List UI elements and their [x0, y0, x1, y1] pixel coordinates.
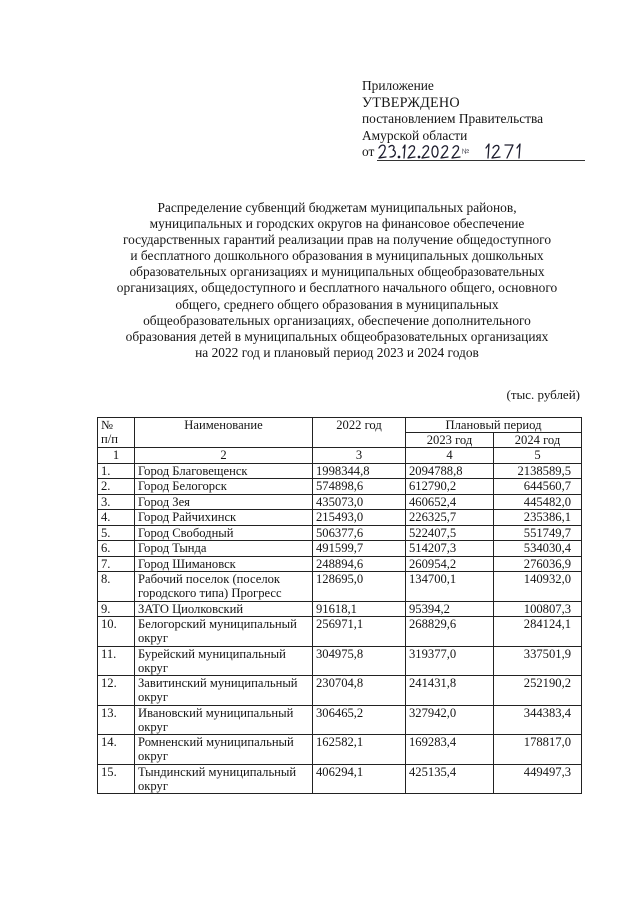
- column-number: 3: [313, 448, 406, 463]
- value-2024: 534030,4: [494, 541, 582, 557]
- value-2023: 425135,4: [406, 764, 494, 794]
- value-2024: 276036,9: [494, 556, 582, 572]
- value-2022: 435073,0: [313, 494, 406, 510]
- value-2024: 140932,0: [494, 572, 582, 602]
- value-2022: 230704,8: [313, 676, 406, 706]
- value-2022: 248894,6: [313, 556, 406, 572]
- table-row: [98, 541, 582, 557]
- header-number-line-2: п/п: [101, 432, 118, 447]
- value-2024: 449497,3: [494, 764, 582, 794]
- row-name: Город Райчихинск: [135, 510, 313, 526]
- header-number: [98, 418, 135, 448]
- value-2022: 406294,1: [313, 764, 406, 794]
- value-2023: 522407,5: [406, 525, 494, 541]
- handwritten-number-icon: [483, 140, 531, 162]
- row-name: Город Благовещенск: [135, 463, 313, 479]
- resolution-line-1: постановлением Правительства: [362, 111, 544, 126]
- row-number: 11.: [98, 646, 135, 676]
- table-row: [98, 601, 582, 617]
- table-row: [98, 646, 582, 676]
- row-number: 12.: [98, 676, 135, 706]
- title-line: муниципальных и городских округов на финансовое обеспечение: [149, 216, 525, 232]
- value-2022: 506377,6: [313, 525, 406, 541]
- handwritten-date-icon: [377, 140, 467, 162]
- value-2022: 91618,1: [313, 601, 406, 617]
- value-2022: 491599,7: [313, 541, 406, 557]
- value-2024: 284124,1: [494, 617, 582, 647]
- row-name: Тындинский муниципальный округ: [135, 764, 313, 794]
- table-row: [98, 479, 582, 495]
- header-year-2022: 2022 год: [313, 418, 406, 448]
- subventions-table: [97, 417, 582, 794]
- value-2024: 100807,3: [494, 601, 582, 617]
- title-line: Распределение субвенций бюджетам муниципальных районов,: [157, 200, 517, 215]
- value-2023: 327942,0: [406, 705, 494, 735]
- table-row: [98, 463, 582, 479]
- value-2023: 134700,1: [406, 572, 494, 602]
- row-name: Белогорский муниципальный округ: [135, 617, 313, 647]
- row-number: 15.: [98, 764, 135, 794]
- row-number: 8.: [98, 572, 135, 602]
- number-sign-icon: [462, 140, 480, 162]
- column-number: 1: [98, 448, 135, 463]
- value-2023: 2094788,8: [406, 463, 494, 479]
- title-line: образования детей в муниципальных общеобразовательных организациях: [125, 328, 549, 344]
- row-name: Бурейский муниципальный округ: [135, 646, 313, 676]
- table-row: [98, 556, 582, 572]
- title-line: и бесплатного дошкольного образования в муниципальных дошкольных: [130, 248, 544, 264]
- value-2024: 2138589,5: [494, 463, 582, 479]
- header-year-2023: 2023 год: [406, 433, 494, 448]
- value-2024: 235386,1: [494, 510, 582, 526]
- approved-label: УТВЕРЖДЕНО: [362, 94, 460, 111]
- row-number: 6.: [98, 541, 135, 557]
- table-body: [98, 463, 582, 794]
- value-2023: 268829,6: [406, 617, 494, 647]
- row-name: Город Белогорск: [135, 479, 313, 495]
- title-line: государственных гарантий реализации прав на получение общедоступного: [122, 232, 552, 248]
- table-row: [98, 572, 582, 602]
- row-name: ЗАТО Циолковский: [135, 601, 313, 617]
- row-name: Город Свободный: [135, 525, 313, 541]
- value-2024: 178817,0: [494, 735, 582, 765]
- value-2022: 128695,0: [313, 572, 406, 602]
- header-planned-period: Плановый период: [406, 418, 582, 433]
- value-2023: 612790,2: [406, 479, 494, 495]
- row-number: 10.: [98, 617, 135, 647]
- row-number: 13.: [98, 705, 135, 735]
- value-2022: 256971,1: [313, 617, 406, 647]
- table-row: [98, 525, 582, 541]
- value-2024: 644560,7: [494, 479, 582, 495]
- value-2024: 337501,9: [494, 646, 582, 676]
- row-name: Ивановский муниципальный округ: [135, 705, 313, 735]
- row-number: 3.: [98, 494, 135, 510]
- table-row: [98, 764, 582, 794]
- order-prefix: от: [362, 144, 375, 159]
- table-header-row: [98, 418, 582, 433]
- row-name: Город Шимановск: [135, 556, 313, 572]
- row-name: Рабочий поселок (поселок городского типа) Прогресс: [135, 572, 313, 602]
- value-2022: 215493,0: [313, 510, 406, 526]
- table-row: [98, 735, 582, 765]
- value-2023: 260954,2: [406, 556, 494, 572]
- header-number-line-1: №: [101, 418, 114, 432]
- value-2022: 162582,1: [313, 735, 406, 765]
- row-number: 7.: [98, 556, 135, 572]
- row-name: Город Зея: [135, 494, 313, 510]
- row-name: Завитинский муниципальный округ: [135, 676, 313, 706]
- column-number: 5: [494, 448, 582, 463]
- header-name: Наименование: [135, 418, 313, 448]
- value-2023: 241431,8: [406, 676, 494, 706]
- value-2022: 1998344,8: [313, 463, 406, 479]
- resolution-line-2: Амурской области: [362, 127, 468, 143]
- value-2024: 252190,2: [494, 676, 582, 706]
- table-row: [98, 705, 582, 735]
- title-line: организациях, общедоступного и бесплатного начального общего, основного: [116, 280, 558, 296]
- value-2023: 460652,4: [406, 494, 494, 510]
- order-line: [362, 144, 602, 162]
- title-line: образовательных организациях и муниципальных общеобразовательных: [129, 264, 545, 280]
- value-2023: 319377,0: [406, 646, 494, 676]
- document-title: [92, 200, 582, 361]
- table-row: [98, 510, 582, 526]
- approval-stamp: [362, 78, 602, 162]
- value-2024: 344383,4: [494, 705, 582, 735]
- row-name: Ромненский муниципальный округ: [135, 735, 313, 765]
- value-2022: 574898,6: [313, 479, 406, 495]
- value-2023: 226325,7: [406, 510, 494, 526]
- table-row: [98, 617, 582, 647]
- units-label: (тыс. рублей): [506, 387, 580, 402]
- value-2023: 169283,4: [406, 735, 494, 765]
- title-line: на 2022 год и плановый период 2023 и 2024 годов: [195, 344, 479, 360]
- row-number: 2.: [98, 479, 135, 495]
- column-number: 4: [406, 448, 494, 463]
- row-number: 5.: [98, 525, 135, 541]
- value-2024: 445482,0: [494, 494, 582, 510]
- row-number: 9.: [98, 601, 135, 617]
- annex-label: Приложение: [362, 78, 434, 93]
- row-name: Город Тында: [135, 541, 313, 557]
- column-number: 2: [135, 448, 313, 463]
- value-2023: 95394,2: [406, 601, 494, 617]
- table-row: [98, 494, 582, 510]
- value-2024: 551749,7: [494, 525, 582, 541]
- column-numbers-row: [98, 448, 582, 463]
- value-2022: 306465,2: [313, 705, 406, 735]
- value-2023: 514207,3: [406, 541, 494, 557]
- table-row: [98, 676, 582, 706]
- header-year-2024: 2024 год: [494, 433, 582, 448]
- row-number: 14.: [98, 735, 135, 765]
- title-line: общего, среднего общего образования в муниципальных: [175, 296, 499, 312]
- row-number: 1.: [98, 463, 135, 479]
- row-number: 4.: [98, 510, 135, 526]
- title-line: общеобразовательных организациях, обеспечение дополнительного: [143, 312, 531, 328]
- value-2022: 304975,8: [313, 646, 406, 676]
